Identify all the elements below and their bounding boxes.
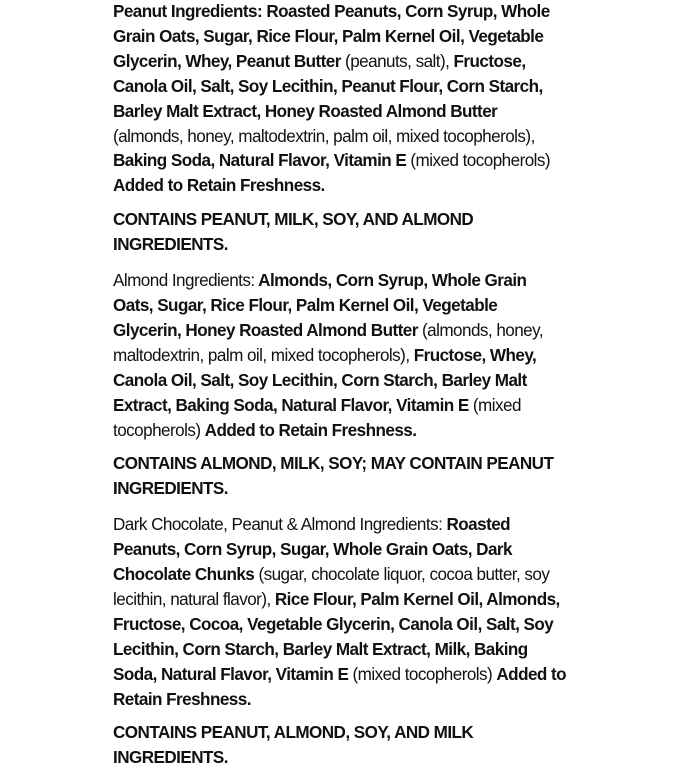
dark-chocolate-ingredients-paragraph xyxy=(113,513,567,712)
ingredient-run: Roasted Peanuts, Corn Syrup, Sugar, Whole Grain Oats, Dark Chocolate Chunks xyxy=(113,515,512,585)
ingredient-detail: (mixed tocopherols) xyxy=(113,395,521,440)
ingredient-run: Added to Retain Freshness. xyxy=(204,420,417,440)
ingredient-detail: (almonds, honey, maltodextrin, palm oil, mixed tocopherols), xyxy=(113,126,535,146)
ingredient-run: Almonds, Corn Syrup, Whole Grain Oats, Sugar, Rice Flour, Palm Kernel Oil, Vegetable Glycerin, Honey Roasted Almond Butter xyxy=(113,271,527,340)
ingredients-heading: Peanut Ingredients: xyxy=(113,2,263,21)
ingredients-heading: Almond Ingredients: xyxy=(113,271,255,291)
ingredient-detail: (mixed tocopherols) xyxy=(348,664,497,684)
allergen-statement: CONTAINS ALMOND, MILK, SOY; MAY CONTAIN PEANUT INGREDIENTS. xyxy=(113,454,554,499)
ingredients-heading: Dark Chocolate, Peanut & Almond Ingredients: xyxy=(113,515,443,535)
ingredient-run: Rice Flour, Palm Kernel Oil, Almonds, Fructose, Cocoa, Vegetable Glycerin, Canola Oil, Salt, Soy Lecithin, Corn Starch, Barley Malt Extract, Milk, Baking Soda, Natural Flavor, Vitamin E xyxy=(113,589,560,684)
ingredient-run: Added to Retain Freshness. xyxy=(113,176,325,196)
ingredient-run: Roasted Peanuts, Corn Syrup, Whole Grain Oats, Sugar, Rice Flour, Palm Kernel Oil, Vegetable Glycerin, Whey, Peanut Butter xyxy=(113,2,550,71)
ingredient-run: Fructose, Canola Oil, Salt, Soy Lecithin, Peanut Flour, Corn Starch, Barley Malt Extract, Honey Roasted Almond Butter xyxy=(113,51,543,121)
ingredient-detail: (mixed tocopherols) xyxy=(406,151,551,171)
ingredient-run: Added to Retain Freshness. xyxy=(113,664,567,709)
ingredient-detail: (sugar, chocolate liquor, cocoa butter, soy lecithin, natural flavor), xyxy=(113,565,550,609)
ingredient-detail: (almonds, honey, maltodextrin, palm oil, mixed tocopherols), xyxy=(113,320,544,365)
ingredient-detail: (peanuts, salt), xyxy=(340,51,454,71)
allergen-statement: CONTAINS PEANUT, ALMOND, SOY, AND MILK INGREDIENTS. xyxy=(113,723,474,768)
almond-ingredients-paragraph xyxy=(113,269,567,443)
ingredient-run: Baking Soda, Natural Flavor, Vitamin E xyxy=(113,151,407,171)
allergen-statement: CONTAINS PEANUT, MILK, SOY, AND ALMOND INGREDIENTS. xyxy=(113,210,474,255)
ingredients-label xyxy=(113,0,567,771)
ingredient-run: Fructose, Whey, Canola Oil, Salt, Soy Lecithin, Corn Starch, Barley Malt Extract, Baking Soda, Natural Flavor, Vitamin E xyxy=(113,345,537,415)
peanut-ingredients-paragraph xyxy=(113,0,567,199)
